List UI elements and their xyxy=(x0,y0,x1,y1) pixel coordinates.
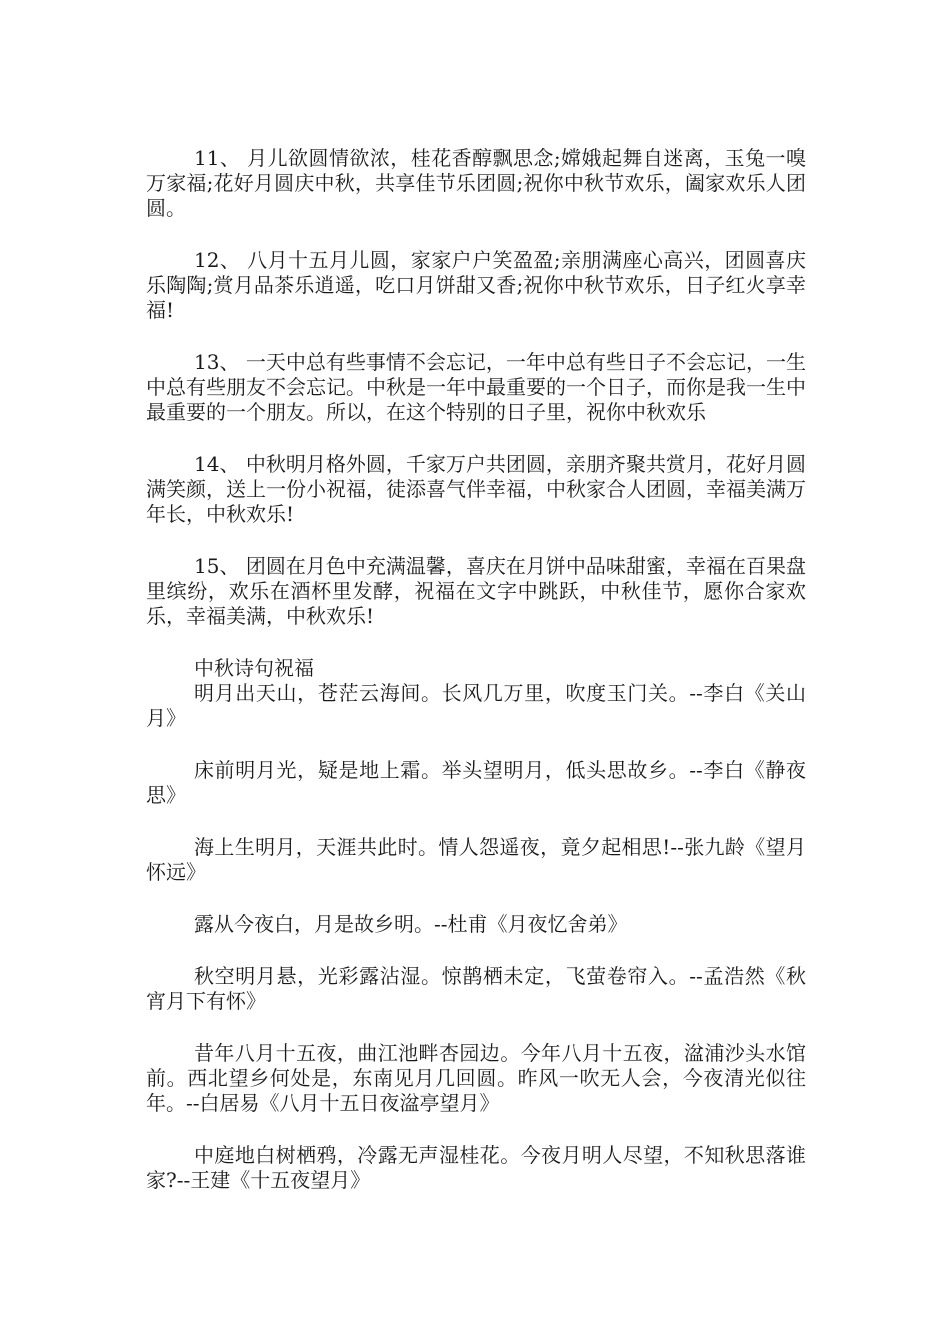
poem-paragraph: 明月出天山，苍茫云海间。长风几万里，吹度玉门关。--李白《关山月》 xyxy=(146,681,806,730)
wish-paragraph-11: 11、 月儿欲圆情欲浓，桂花香醇飘思念;嫦娥起舞自迷离，玉兔一嗅万家福;花好月圆庆中秋，共享佳节乐团圆;祝你中秋节欢乐，阖家欢乐人团圆。 xyxy=(146,146,806,220)
poem-paragraph: 中庭地白树栖鸦，冷露无声湿桂花。今夜月明人尽望，不知秋思落谁家?--王建《十五夜望月》 xyxy=(146,1143,806,1192)
poem-paragraph: 海上生明月，天涯共此时。情人怨遥夜，竟夕起相思!--张九龄《望月怀远》 xyxy=(146,835,806,884)
poem-paragraph: 昔年八月十五夜，曲江池畔杏园边。今年八月十五夜，湓浦沙头水馆前。西北望乡何处是，东南见月几回圆。昨风一吹无人会，今夜清光似往年。--白居易《八月十五日夜湓亭望月》 xyxy=(146,1041,806,1115)
wish-paragraph-13: 13、 一天中总有些事情不会忘记，一年中总有些日子不会忘记，一生中总有些朋友不会忘记。中秋是一年中最重要的一个日子，而你是我一生中最重要的一个朋友。所以，在这个特别的日子里，祝你中秋欢乐 xyxy=(146,350,806,424)
wish-paragraph-14: 14、 中秋明月格外圆，千家万户共团圆，亲朋齐聚共赏月，花好月圆满笑颜，送上一份小祝福，徒添喜气伴幸福，中秋家合人团圆，幸福美满万年长，中秋欢乐! xyxy=(146,452,806,526)
wish-paragraph-15: 15、 团圆在月色中充满温馨，喜庆在月饼中品味甜蜜，幸福在百果盘里缤纷，欢乐在酒杯里发酵，祝福在文字中跳跃，中秋佳节，愿你合家欢乐，幸福美满，中秋欢乐! xyxy=(146,554,806,628)
section-heading: 中秋诗句祝福 xyxy=(194,656,314,680)
document-body xyxy=(146,146,806,1193)
poem-paragraph: 秋空明月悬，光彩露沾湿。惊鹊栖未定，飞萤卷帘入。--孟浩然《秋宵月下有怀》 xyxy=(146,964,806,1013)
wish-paragraph-12: 12、 八月十五月儿圆，家家户户笑盈盈;亲朋满座心高兴，团圆喜庆乐陶陶;赏月品茶乐逍遥，吃口月饼甜又香;祝你中秋节欢乐，日子红火享幸福! xyxy=(146,248,806,322)
poem-paragraph: 露从今夜白，月是故乡明。--杜甫《月夜忆舍弟》 xyxy=(194,912,628,936)
poem-paragraph: 床前明月光，疑是地上霜。举头望明月，低头思故乡。--李白《静夜思》 xyxy=(146,758,806,807)
